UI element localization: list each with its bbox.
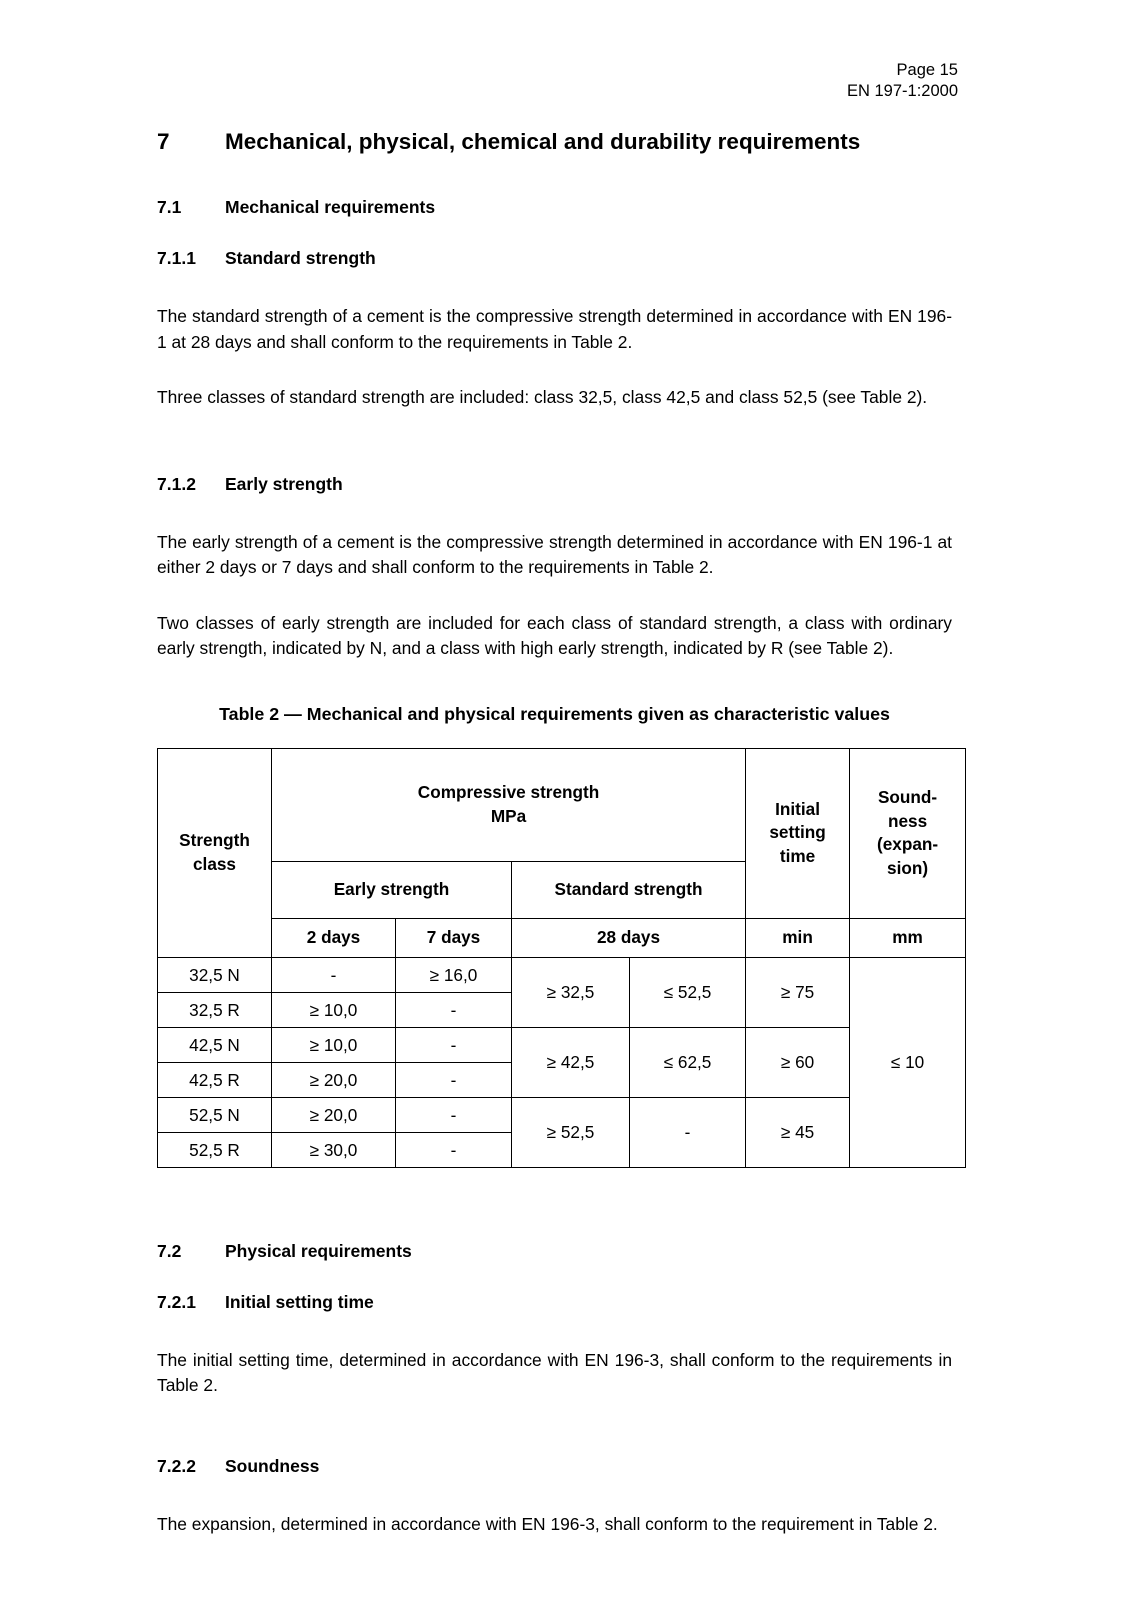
header-strength-class-line-1: Strength [179,830,250,850]
table-header-row-3 [158,918,966,957]
cell-initial-setting-time: ≥ 60 [746,1027,850,1097]
standard-reference-label: EN 197-1:2000 [847,82,958,100]
cell-strength-class: 32,5 R [158,992,272,1027]
header-strength-class-line-2: class [192,853,236,874]
cell-soundness: ≤ 10 [850,957,966,1167]
header-strength-class [158,748,272,957]
header-28-days: 28 days [512,918,746,957]
header-7-days: 7 days [396,918,512,957]
cell-7-days: - [396,992,512,1027]
clause-7-title: Mechanical, physical, chemical and durability requirements [225,129,861,154]
document-content [157,128,952,1537]
header-soundness-line-3: (expan- [876,834,939,854]
clause-7-1-title: Mechanical requirements [225,197,436,217]
clause-7-2-title: Physical requirements [225,1240,412,1261]
header-initial-setting-time-line-1: Initial [775,798,820,819]
cell-standard-strength-max: - [630,1097,746,1167]
clause-7-1-2-heading [157,473,952,496]
table-2-body [158,957,966,1167]
clause-7-1-number: 7.1 [157,197,182,217]
header-soundness-line-4: sion) [887,857,929,878]
clause-7-2-2-title: Soundness [225,1455,320,1476]
clause-7-1-1-paragraph-1: The standard strength of a cement is the compressive strength determined in accordance with EN 196-1 at 28 days and shall conform to the requirements in Table 2. [157,306,952,352]
table-header-row-1 [158,748,966,861]
clause-7-number: 7 [157,129,170,154]
cell-7-days: - [396,1132,512,1167]
cell-strength-class: 42,5 N [158,1027,272,1062]
header-soundness [850,748,966,918]
clause-7-1-heading [157,196,952,219]
clause-7-1-1-paragraph-2: Three classes of standard strength are included: class 32,5, class 42,5 and class 52,5 (see Table 2). [157,387,928,407]
cell-7-days: - [396,1027,512,1062]
cell-2-days: ≥ 20,0 [272,1062,396,1097]
table-2-mechanical-physical-requirements [157,748,966,1168]
cell-initial-setting-time: ≥ 45 [746,1097,850,1167]
cell-2-days: - [272,957,396,992]
clause-7-2-heading [157,1240,952,1263]
clause-7-1-2-number: 7.1.2 [157,473,196,494]
cell-strength-class: 52,5 N [158,1097,272,1132]
cell-7-days: ≥ 16,0 [396,957,512,992]
clause-7-2-1-title: Initial setting time [225,1291,374,1312]
header-compressive-strength-label: Compressive strength [417,782,600,802]
clause-7-1-2-title: Early strength [225,473,343,494]
cell-2-days: ≥ 10,0 [272,1027,396,1062]
cell-standard-strength-max: ≤ 52,5 [630,957,746,1027]
clause-7-2-2-paragraph-1: The expansion, determined in accordance with EN 196-3, shall conform to the requirement in Table 2. [157,1513,938,1534]
table-row [158,1097,966,1132]
page-number-label: Page 15 [896,61,958,79]
clause-7-1-2-paragraph-2: Two classes of early strength are included for each class of standard strength, a class with ordinary early strength, indicated by N, and a class with high early strength, indicated by R (see Table 2). [157,612,952,658]
cell-initial-setting-time: ≥ 75 [746,957,850,1027]
table-row [158,957,966,992]
header-unit-mm: mm [850,918,966,957]
cell-standard-strength-min: ≥ 52,5 [512,1097,630,1167]
clause-7-1-1-number: 7.1.1 [157,248,196,268]
header-compressive-strength [272,748,746,861]
header-initial-setting-time-line-2: setting [769,822,826,843]
header-initial-setting-time [746,748,850,918]
document-running-header [847,60,958,102]
cell-strength-class: 52,5 R [158,1132,272,1167]
clause-7-2-2-number: 7.2.2 [157,1455,196,1476]
header-early-strength: Early strength [272,861,512,918]
cell-standard-strength-min: ≥ 42,5 [512,1027,630,1097]
clause-7-1-1-title: Standard strength [225,248,376,268]
clause-7-2-1-number: 7.2.1 [157,1291,196,1312]
cell-2-days: ≥ 20,0 [272,1097,396,1132]
table-2-header [158,748,966,957]
table-2-caption: Table 2 — Mechanical and physical requirements given as characteristic values [219,703,890,724]
cell-standard-strength-max: ≤ 62,5 [630,1027,746,1097]
header-soundness-line-2: ness [887,810,928,831]
cell-7-days: - [396,1062,512,1097]
cell-7-days: - [396,1097,512,1132]
clause-7-2-number: 7.2 [157,1240,182,1261]
clause-7-1-1-heading [157,247,952,270]
header-soundness-line-1: Sound- [877,787,938,807]
cell-standard-strength-min: ≥ 32,5 [512,957,630,1027]
clause-7-heading [157,128,952,156]
table-row [158,1027,966,1062]
header-standard-strength: Standard strength [512,861,746,918]
header-initial-setting-time-line-3: time [779,845,816,866]
clause-7-2-2-heading [157,1455,952,1478]
cell-2-days: ≥ 10,0 [272,992,396,1027]
clause-7-2-1-paragraph-1: The initial setting time, determined in accordance with EN 196-3, shall conform to the requirements in Table 2. [157,1349,952,1395]
header-compressive-strength-unit: MPa [490,805,527,826]
cell-strength-class: 42,5 R [158,1062,272,1097]
cell-strength-class: 32,5 N [158,957,272,992]
cell-2-days: ≥ 30,0 [272,1132,396,1167]
clause-7-2-1-heading [157,1291,952,1314]
header-unit-min: min [746,918,850,957]
clause-7-1-2-paragraph-1: The early strength of a cement is the compressive strength determined in accordance with EN 196-1 at either 2 days or 7 days and shall conform to the requirements in Table 2. [157,531,952,577]
header-2-days: 2 days [272,918,396,957]
